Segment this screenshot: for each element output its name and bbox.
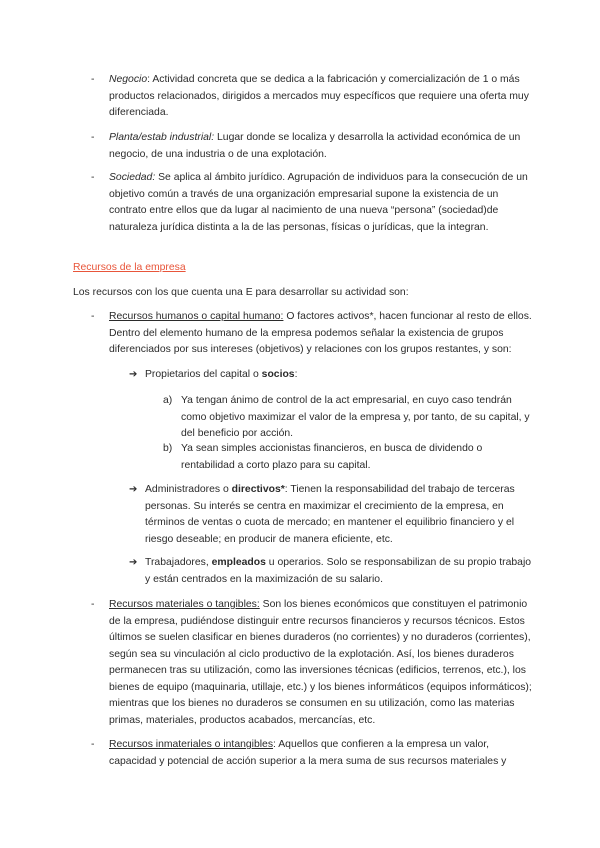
bullet-dash: - [91,74,95,85]
list-letter: a) [163,395,173,406]
term-sociedad: Sociedad: [109,172,156,183]
bullet-dash: - [91,739,95,750]
bullet-sociedad: Sociedad: Se aplica al ámbito jurídico. Agrupación de individuos para la consecución de un objetivo común a través de una organización empresarial supone la existencia de un contrato entre ellos que da lugar al nacimiento de una nueva “persona” (sociedad)de naturaleza jurídica distinta a la de las personas, físicas o jurídicas, que la integran. [109,172,528,233]
bullet-recursos-materiales: Recursos materiales o tangibles: Son los bienes económicos que constituyen el patrimonio de la empresa, pudiéndose distinguir entre recursos financieros y recursos técnicos. Estos últimos se suelen clasificar en bienes duraderos (no corrientes) y no duraderos (corrientes), según sea su vinculación al ciclo productivo de la explotación. Así, los bienes duraderos permanecen tras su utilización, como las inversiones técnicas (edificios, terrenos, etc.), los bienes de equipo (maquinaria, utillaje, etc.) y los bienes informáticos (equipos informáticos); mientras que los bienes no duraderos se consumen en su utilización, como las materias primas, materiales, productos acabados, mercancías, etc. [109,599,532,726]
term-negocio: Negocio [109,74,148,85]
bullet-recursos-inmateriales: Recursos inmateriales o intangibles: Aquellos que confieren a la empresa un valor, capacidad y potencial de acción superior a la mera suma de sus recursos materiales y [109,739,507,767]
term-recursos-humanos: Recursos humanos o capital humano: [109,311,284,322]
intro-paragraph: Los recursos con los que cuenta una E para desarrollar su actividad son: [73,287,409,298]
section-heading: Recursos de la empresa [73,262,186,273]
arrow-icon: ➔ [129,369,138,380]
arrow-icon: ➔ [129,557,138,568]
sub-item-b: Ya sean simples accionistas financieros, en busca de dividendo o rentabilidad a corto plazo para su capital. [181,443,483,471]
term-recursos-inmateriales: Recursos inmateriales o intangibles [109,739,274,750]
bullet-dash: - [91,599,95,610]
sub-item-a: Ya tengan ánimo de control de la act empresarial, en cuyo caso tendrán como objetivo maximizar el valor de la empresa y, por tanto, de su capital, y del beneficio por acción. [181,395,530,439]
item-administradores: Administradores o directivos*: Tienen la responsabilidad del trabajo de terceras personas. Su interés se centra en maximizar el crecimiento de la empresa, en términos de ventas o cuota de mercado; en mantener el equilibrio financiero y el riesgo deseable; en producir de manera eficiente, etc. [145,484,515,545]
bullet-planta: Planta/estab industrial: Lugar donde se localiza y desarrolla la actividad económica de un negocio, de una industria o de una explotación. [109,132,521,160]
bullet-negocio: Negocio: Actividad concreta que se dedica a la fabricación y comercialización de 1 o más productos relacionados, dirigidos a mercados muy específicos que requiere una oferta muy diferenciada. [109,74,529,118]
term-recursos-materiales: Recursos materiales o tangibles: [109,599,260,610]
bullet-dash: - [91,311,95,322]
bullet-dash: - [91,132,95,143]
item-trabajadores: Trabajadores, empleados u operarios. Solo se responsabilizan de su propio trabajo y están centrados en la maximización de su salario. [145,557,532,585]
list-letter: b) [163,443,173,454]
bullet-recursos-humanos: Recursos humanos o capital humano: O factores activos*, hacen funcionar al resto de ellos. Dentro del elemento humano de la empresa podemos señalar la existencia de grupos diferenciados por sus intereses (objetivos) y relaciones con los grupos restantes, y son: [109,311,532,355]
term-planta: Planta/estab industrial: [109,132,215,143]
arrow-icon: ➔ [129,484,138,495]
bullet-dash: - [91,172,95,183]
item-propietarios: Propietarios del capital o socios: [145,369,298,380]
